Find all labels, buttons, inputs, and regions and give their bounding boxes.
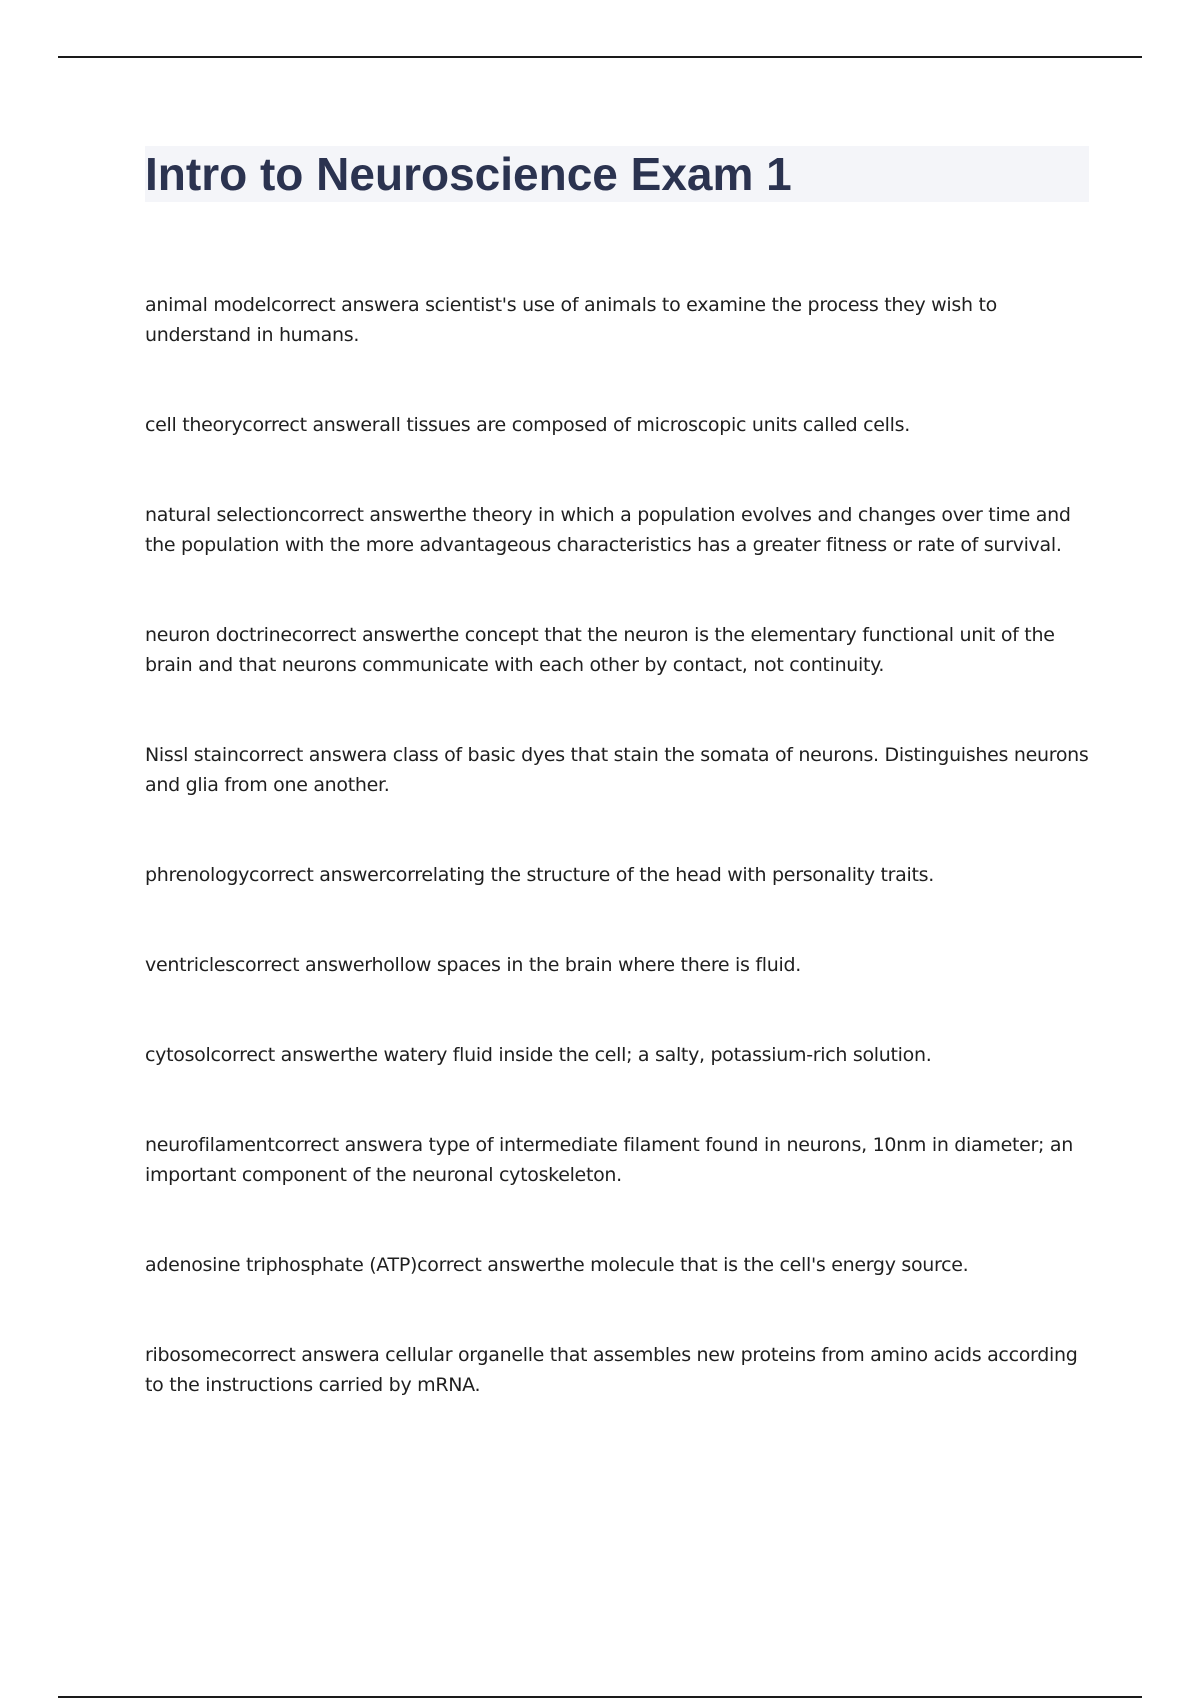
entry-ribosome: ribosomecorrect answera cellular organelle that assembles new proteins from amino acids according to the instructions carried by mRNA. xyxy=(145,1344,1078,1396)
entry-natural-selection: natural selectioncorrect answerthe theory in which a population evolves and changes over time and the population with the more advantageous characteristics has a greater fitness or rate of survival. xyxy=(145,504,1071,556)
entry-cytosol: cytosolcorrect answerthe watery fluid inside the cell; a salty, potassium-rich solution. xyxy=(145,1044,932,1066)
top-rule xyxy=(58,56,1142,58)
entry-neurofilament: neurofilamentcorrect answera type of intermediate filament found in neurons, 10nm in diameter; an important component of the neuronal cytoskeleton. xyxy=(145,1134,1073,1186)
entry-neuron-doctrine: neuron doctrinecorrect answerthe concept that the neuron is the elementary functional unit of the brain and that neurons communicate with each other by contact, not continuity. xyxy=(145,624,1055,676)
entry-nissl-stain: Nissl staincorrect answera class of basic dyes that stain the somata of neurons. Distinguishes neurons and glia from one another. xyxy=(145,744,1089,796)
entry-cell-theory: cell theorycorrect answerall tissues are composed of microscopic units called cells. xyxy=(145,414,910,436)
document-title: Intro to Neuroscience Exam 1 xyxy=(145,148,792,200)
entry-ventricles: ventriclescorrect answerhollow spaces in the brain where there is fluid. xyxy=(145,954,801,976)
bottom-rule xyxy=(58,1696,1142,1698)
entry-animal-model: animal modelcorrect answera scientist's use of animals to examine the process they wish to understand in humans. xyxy=(145,294,997,346)
flashcard-list xyxy=(145,290,1095,1460)
entry-atp: adenosine triphosphate (ATP)correct answerthe molecule that is the cell's energy source. xyxy=(145,1254,969,1276)
entry-phrenology: phrenologycorrect answercorrelating the structure of the head with personality traits. xyxy=(145,864,934,886)
